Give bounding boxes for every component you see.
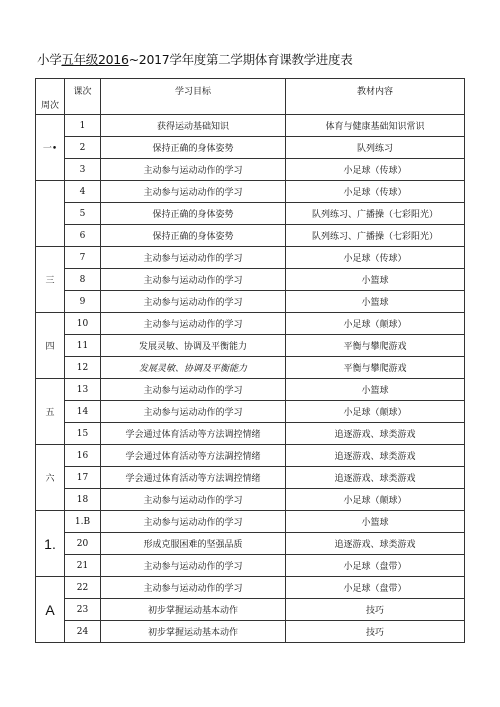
content-cell: 小篮球 (286, 291, 465, 313)
content-cell: 小篮球 (286, 511, 465, 533)
table-row (36, 621, 465, 643)
goal-cell: 主动参与运动动作的学习 (101, 555, 286, 577)
goal-cell: 主动参与运动动作的学习 (101, 489, 286, 511)
content-cell: 小足球（盘带） (286, 577, 465, 599)
header-week: 周次 (36, 79, 65, 115)
table-row (36, 181, 465, 203)
table-row (36, 423, 465, 445)
lesson-cell: 8 (65, 269, 101, 291)
week-cell: A (36, 577, 65, 643)
lesson-cell: 1.B (65, 511, 101, 533)
lesson-cell: 22 (65, 577, 101, 599)
content-cell: 小篮球 (286, 379, 465, 401)
goal-cell: 主动参与运动动作的学习 (101, 577, 286, 599)
goal-cell: 主动参与运动动作的学习 (101, 181, 286, 203)
lesson-cell: 24 (65, 621, 101, 643)
content-cell: 平衡与攀爬游戏 (286, 357, 465, 379)
lesson-cell: 17 (65, 467, 101, 489)
lesson-cell: 16 (65, 445, 101, 467)
goal-cell: 保持正确的身体姿势 (101, 137, 286, 159)
content-cell: 小足球（盘带） (286, 555, 465, 577)
content-cell: 平衡与攀爬游戏 (286, 335, 465, 357)
week-cell: 一• (36, 115, 65, 181)
header-row (36, 79, 465, 115)
table-row (36, 291, 465, 313)
lesson-cell: 2 (65, 137, 101, 159)
table-row (36, 511, 465, 533)
table-row (36, 159, 465, 181)
content-cell: 小足球（颠球） (286, 401, 465, 423)
table-row (36, 269, 465, 291)
goal-cell: 学会通过体育活动等方法調控情绪 (101, 445, 286, 467)
header-lesson: 课次 (65, 79, 101, 115)
page-title (37, 50, 352, 68)
goal-cell: 主动参与运动动作的学习 (101, 247, 286, 269)
goal-cell: 形成克服困难的坚强品质 (101, 533, 286, 555)
lesson-cell: 18 (65, 489, 101, 511)
lesson-cell: 1 (65, 115, 101, 137)
content-cell: 队列练习、广播操（七彩阳光） (286, 203, 465, 225)
table-row (36, 225, 465, 247)
week-cell: 五 (36, 379, 65, 445)
content-cell: 小足球（颠球） (286, 489, 465, 511)
goal-cell: 主动参与运动动作的学习 (101, 269, 286, 291)
table-row (36, 357, 465, 379)
table-row (36, 533, 465, 555)
lesson-cell: 12 (65, 357, 101, 379)
table-row (36, 489, 465, 511)
goal-cell: 主动参与运动动作的学习 (101, 379, 286, 401)
week-cell: 四 (36, 313, 65, 379)
lesson-cell: 15 (65, 423, 101, 445)
table-row (36, 577, 465, 599)
goal-cell: 主动参与运动动作的学习 (101, 313, 286, 335)
lesson-cell: 20 (65, 533, 101, 555)
content-cell: 追逐游戏、球类游戏 (286, 533, 465, 555)
table-row (36, 203, 465, 225)
goal-cell: 主动参与运动动作的学习 (101, 291, 286, 313)
content-cell: 小足球（颠球） (286, 313, 465, 335)
goal-cell: 获得运动基础知识 (101, 115, 286, 137)
lesson-cell: 5 (65, 203, 101, 225)
lesson-cell: 14 (65, 401, 101, 423)
lesson-cell: 9 (65, 291, 101, 313)
week-cell (36, 181, 65, 247)
content-cell: 小篮球 (286, 269, 465, 291)
table-row (36, 247, 465, 269)
lesson-cell: 4 (65, 181, 101, 203)
table-row (36, 599, 465, 621)
goal-cell: 主动参与运动动作的学习 (101, 401, 286, 423)
header-content: 教材内容 (286, 79, 465, 115)
table-row (36, 115, 465, 137)
lesson-cell: 21 (65, 555, 101, 577)
lesson-cell: 23 (65, 599, 101, 621)
goal-cell: 学会通过体育活动等方法调控情绪 (101, 467, 286, 489)
table-row (36, 401, 465, 423)
table-row (36, 555, 465, 577)
goal-cell: 发展灵敏、协调及平衡能力 (101, 335, 286, 357)
schedule-table (35, 78, 465, 643)
title-prefix: 小学 (37, 52, 62, 67)
table-row (36, 137, 465, 159)
table-row (36, 467, 465, 489)
content-cell: 追逐游戏、球类游戏 (286, 445, 465, 467)
goal-cell: 保持正确的身体姿势 (101, 225, 286, 247)
week-cell: 六 (36, 445, 65, 511)
title-grade-year: 五年级2016 (61, 52, 129, 67)
title-suffix: ~2017学年度第二学期体育课教学进度表 (128, 52, 353, 67)
week-cell: 三 (36, 247, 65, 313)
table-row (36, 335, 465, 357)
content-cell: 队列练习、广播操（七彩阳光） (286, 225, 465, 247)
content-cell: 小足球（传球） (286, 159, 465, 181)
lesson-cell: 3 (65, 159, 101, 181)
lesson-cell: 10 (65, 313, 101, 335)
table-row (36, 379, 465, 401)
lesson-cell: 6 (65, 225, 101, 247)
content-cell: 追逐游戏、球类游戏 (286, 467, 465, 489)
goal-cell: 发展灵敏、协调及平衡能力 (101, 357, 286, 379)
content-cell: 体育与健康基础知识常识 (286, 115, 465, 137)
goal-cell: 学会通过体育活动等方法调控情绪 (101, 423, 286, 445)
goal-cell: 初步掌握运动基本动作 (101, 599, 286, 621)
content-cell: 技巧 (286, 621, 465, 643)
table-row (36, 313, 465, 335)
lesson-cell: 7 (65, 247, 101, 269)
content-cell: 技巧 (286, 599, 465, 621)
content-cell: 追逐游戏、球类游戏 (286, 423, 465, 445)
goal-cell: 初步掌握运动基本动作 (101, 621, 286, 643)
week-cell: 1. (36, 511, 65, 577)
goal-cell: 保持正确的身体姿势 (101, 203, 286, 225)
lesson-cell: 11 (65, 335, 101, 357)
header-goal: 学习目标 (101, 79, 286, 115)
content-cell: 小足球（传球） (286, 181, 465, 203)
content-cell: 队列练习 (286, 137, 465, 159)
lesson-cell: 13 (65, 379, 101, 401)
goal-cell: 主动参与运动动作的学习 (101, 159, 286, 181)
table-row (36, 445, 465, 467)
content-cell: 小足球（传球） (286, 247, 465, 269)
goal-cell: 主动参与运动动作的学习 (101, 511, 286, 533)
